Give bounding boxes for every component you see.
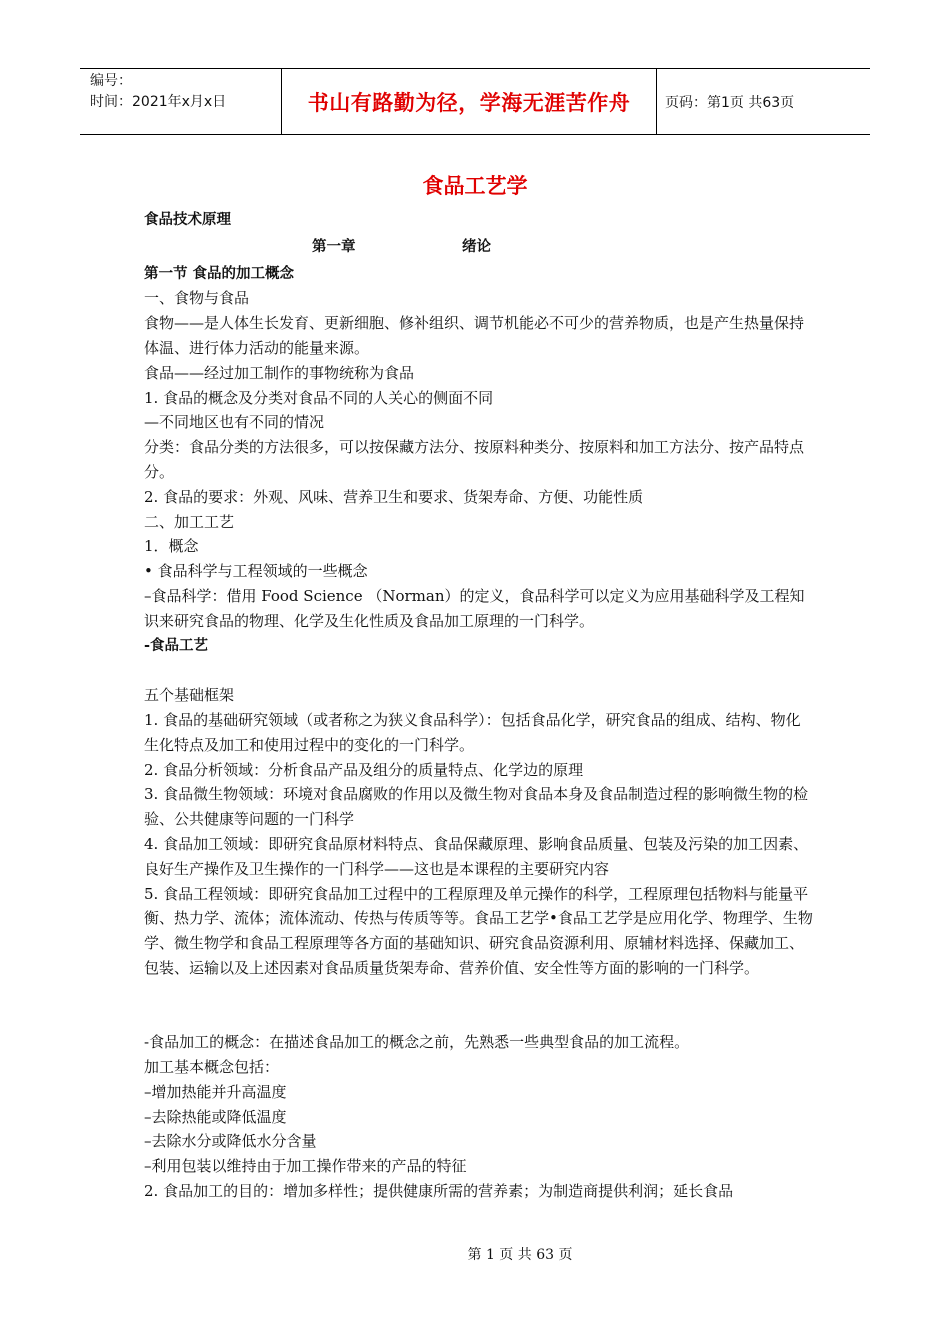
chapter-name: 绪论 [462,238,491,255]
paragraph: –去除热能或降低温度 [144,1107,287,1126]
paragraph: 五个基础框架 [144,686,235,705]
paragraph: 食品——经过加工制作的事物统称为食品 [144,363,415,382]
paragraph: 2. 食品的要求：外观、风味、营养卫生和要求、货架寿命、方便、功能性质 [144,487,644,506]
paragraph: –增加热能并升高温度 [144,1082,287,1101]
paragraph: 4. 食品加工领域：即研究食品原材料特点、食品保藏原理、影响食品质量、包装及污染的加工因素、良好生产操作及卫生操作的一门科学——这也是本课程的主要研究内容 [144,834,809,878]
paragraph: -食品加工的概念：在描述食品加工的概念之前，先熟悉一些典型食品的加工流程。 [144,1033,690,1052]
document-title: 食品工艺学 [422,174,528,198]
blank-line [144,1006,814,1031]
paragraph: —不同地区也有不同的情况 [144,413,325,432]
document-number-label: 编号： [90,73,132,89]
paragraph: 1. 食品的概念及分类对食品不同的人关心的侧面不同 [144,388,494,407]
paragraph: 一、食物与食品 [144,289,250,308]
blank-line [144,658,814,683]
paragraph: 1．概念 [144,537,199,556]
paragraph: –去除水分或降低水分含量 [144,1132,317,1151]
paragraph: 2. 食品分析领域：分析食品产品及组分的质量特点、化学边的原理 [144,760,584,779]
paragraph: 2. 食品加工的目的：增加多样性；提供健康所需的营养素；为制造商提供利润；延长食品 [144,1182,734,1201]
chapter-heading [144,235,814,260]
document-body [144,208,814,1204]
paragraph: 加工基本概念包括： [144,1058,280,1077]
document-date: 时间：2021年x月x日 [90,94,227,110]
subtitle: 食品技术原理 [144,212,231,228]
header-page-cell [657,69,870,134]
header-meta [80,69,282,134]
motto: 书山有路勤为径，学海无涯苦作舟 [307,90,631,115]
paragraph: –食品科学：借用 Food Science （Norman）的定义，食品科学可以定义为应用基础科学及工程知识来研究食品的物理、化学及生化性质及食品加工原理的一门科学。 [144,586,805,630]
page-footer: 第 1 页 共 63 页 [467,1247,573,1263]
paragraph: 5. 食品工程领域：即研究食品加工过程中的工程原理及单元操作的科学，工程原理包括物料与能量平衡、热力学、流体；流体流动、传热与传质等等。食品工艺学•食品工艺学是应用化学、物理学、生物学、微生物学和食品工程原理等各方面的基础知识、研究食品资源利用、原辅材料选择、保藏加工、包装、运输以及上述因素对食品质量货架寿命、营养价值、安全性等方面的影响的一门科学。 [144,884,813,977]
paragraph: 3. 食品微生物领域：环境对食品腐败的作用以及微生物对食品本身及食品制造过程的影响微生物的检验、公共健康等问题的一门科学 [144,785,809,829]
paragraph: 1. 食品的基础研究领域（或者称之为狭义食品科学）：包括食品化学，研究食品的组成、结构、物化生化特点及加工和使用过程中的变化的一门科学。 [144,710,801,754]
document-header [80,68,870,135]
paragraph: 二、加工工艺 [144,512,235,531]
paragraph: 食物——是人体生长发育、更新细胞、修补组织、调节机能必不可少的营养物质，也是产生热量保持体温、进行体力活动的能量来源。 [144,314,805,357]
food-process-heading: -食品工艺 [144,637,209,654]
paragraph: 分类：食品分类的方法很多，可以按保藏方法分、按原料种类分、按原料和加工方法分、按产品特点分。 [144,438,805,481]
blank-line [144,981,814,1006]
page-info: 页码：第1页 共63页 [665,94,795,111]
paragraph: –利用包装以维持由于加工操作带来的产品的特征 [144,1157,467,1176]
paragraph: • 食品科学与工程领域的一些概念 [144,562,368,581]
header-motto-cell [282,69,657,134]
chapter-number: 第一章 [312,238,356,255]
section-heading: 第一节 食品的加工概念 [144,265,295,282]
